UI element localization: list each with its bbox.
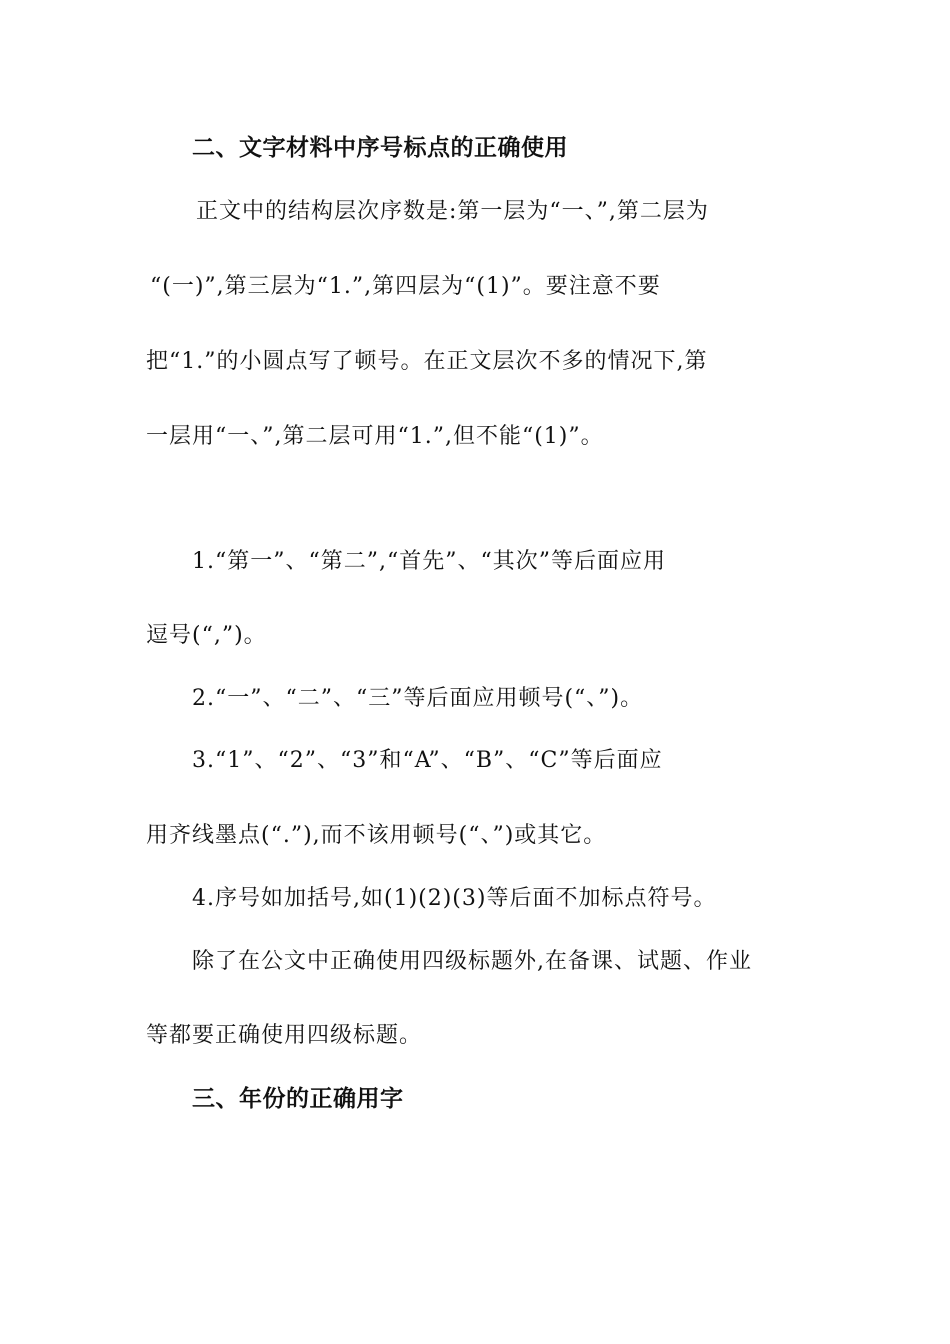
- rule-item-1-continuation: 逗号(“,”)。: [146, 623, 267, 648]
- paragraph-line: 等都要正确使用四级标题。: [146, 1023, 423, 1048]
- section-heading-year-usage: 三、年份的正确用字: [192, 1086, 404, 1112]
- rule-item-2: 2.“一”、“二”、“三”等后面应用顿号(“、”)。: [192, 686, 644, 711]
- paragraph-line: 除了在公文中正确使用四级标题外,在备课、试题、作业: [192, 949, 752, 974]
- paragraph-line: “(一)”,第三层为“1.”,第四层为“(1)”。要注意不要: [150, 274, 661, 299]
- rule-item-3: 3.“1”、“2”、“3”和“A”、“B”、“C”等后面应: [192, 748, 663, 773]
- rule-item-1: 1.“第一”、“第二”,“首先”、“其次”等后面应用: [192, 549, 666, 574]
- rule-item-4: 4.序号如加括号,如(1)(2)(3)等后面不加标点符号。: [192, 886, 717, 911]
- paragraph-line: 一层用“一、”,第二层可用“1.”,但不能“(1)”。: [146, 424, 604, 449]
- paragraph-line: 把“1.”的小圆点写了顿号。在正文层次不多的情况下,第: [146, 349, 708, 374]
- paragraph-line: 正文中的结构层次序数是:第一层为“一、”,第二层为: [196, 199, 709, 224]
- rule-item-3-continuation: 用齐线墨点(“.”),而不该用顿号(“、”)或其它。: [146, 823, 607, 848]
- section-heading-punctuation: 二、文字材料中序号标点的正确使用: [192, 135, 568, 161]
